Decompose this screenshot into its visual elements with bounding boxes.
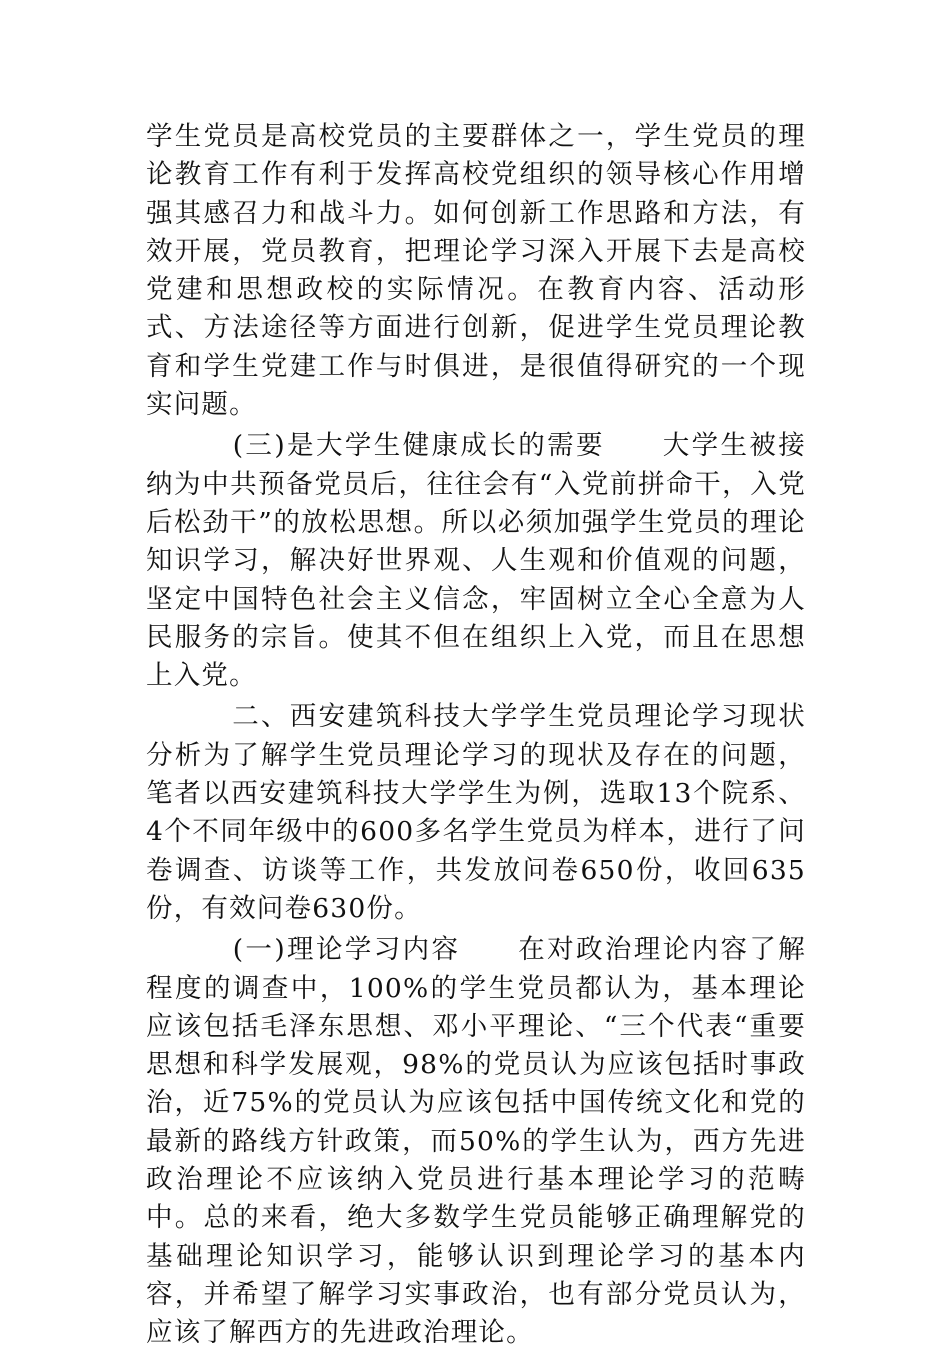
paragraph-student-growth: (三)是大学生健康成长的需要 大学生被接纳为中共预备党员后，往往会有“入党前拼命干，入党后松劲干”的放松思想。所以必须加强学生党员的理论知识学习，解决好世界观、人生观和价值观的问题，坚定中国特色社会主义信念，牢固树立全心全意为人民服务的宗旨。使其不但在组织上入党，而且在思想上入党。 bbox=[146, 430, 806, 692]
paragraph-theory-content: (一)理论学习内容 在对政治理论内容了解程度的调查中，100%的学生党员都认为，基本理论应该包括毛泽东思想、邓小平理论、“三个代表“重要思想和科学发展观，98%的党员认为应该包括时事政治，近75%的党员认为应该包括中国传统文化和党的最新的路线方针政策，而50%的学生认为，西方先进政治理论不应该纳入党员进行基本理论学习的范畴中。总的来看，绝大多数学生党员能够正确理解党的基础理论知识学习，能够认识到理论学习的基本内容，并希望了解学习实事政治，也有部分党员认为，应该了解西方的先进政治理论。 bbox=[146, 934, 806, 1349]
paragraph-party-education: 学生党员是高校党员的主要群体之一，学生党员的理论教育工作有利于发挥高校党组织的领导核心作用增强其感召力和战斗力。如何创新工作思路和方法，有效开展，党员教育，把理论学习深入开展下去是高校党建和思想政校的实际情况。在教育内容、活动形式、方法途径等方面进行创新，促进学生党员理论教育和学生党建工作与时俱进，是很值得研究的一个现实问题。 bbox=[146, 121, 806, 421]
document-body bbox=[146, 118, 806, 1353]
paragraph-status-analysis: 二、西安建筑科技大学学生党员理论学习现状分析为了解学生党员理论学习的现状及存在的问题，笔者以西安建筑科技大学学生为例，选取13个院系、4个不同年级中的600多名学生党员为样本，进行了问卷调查、访谈等工作，共发放问卷650份，收回635份，有效问卷630份。 bbox=[146, 701, 806, 924]
